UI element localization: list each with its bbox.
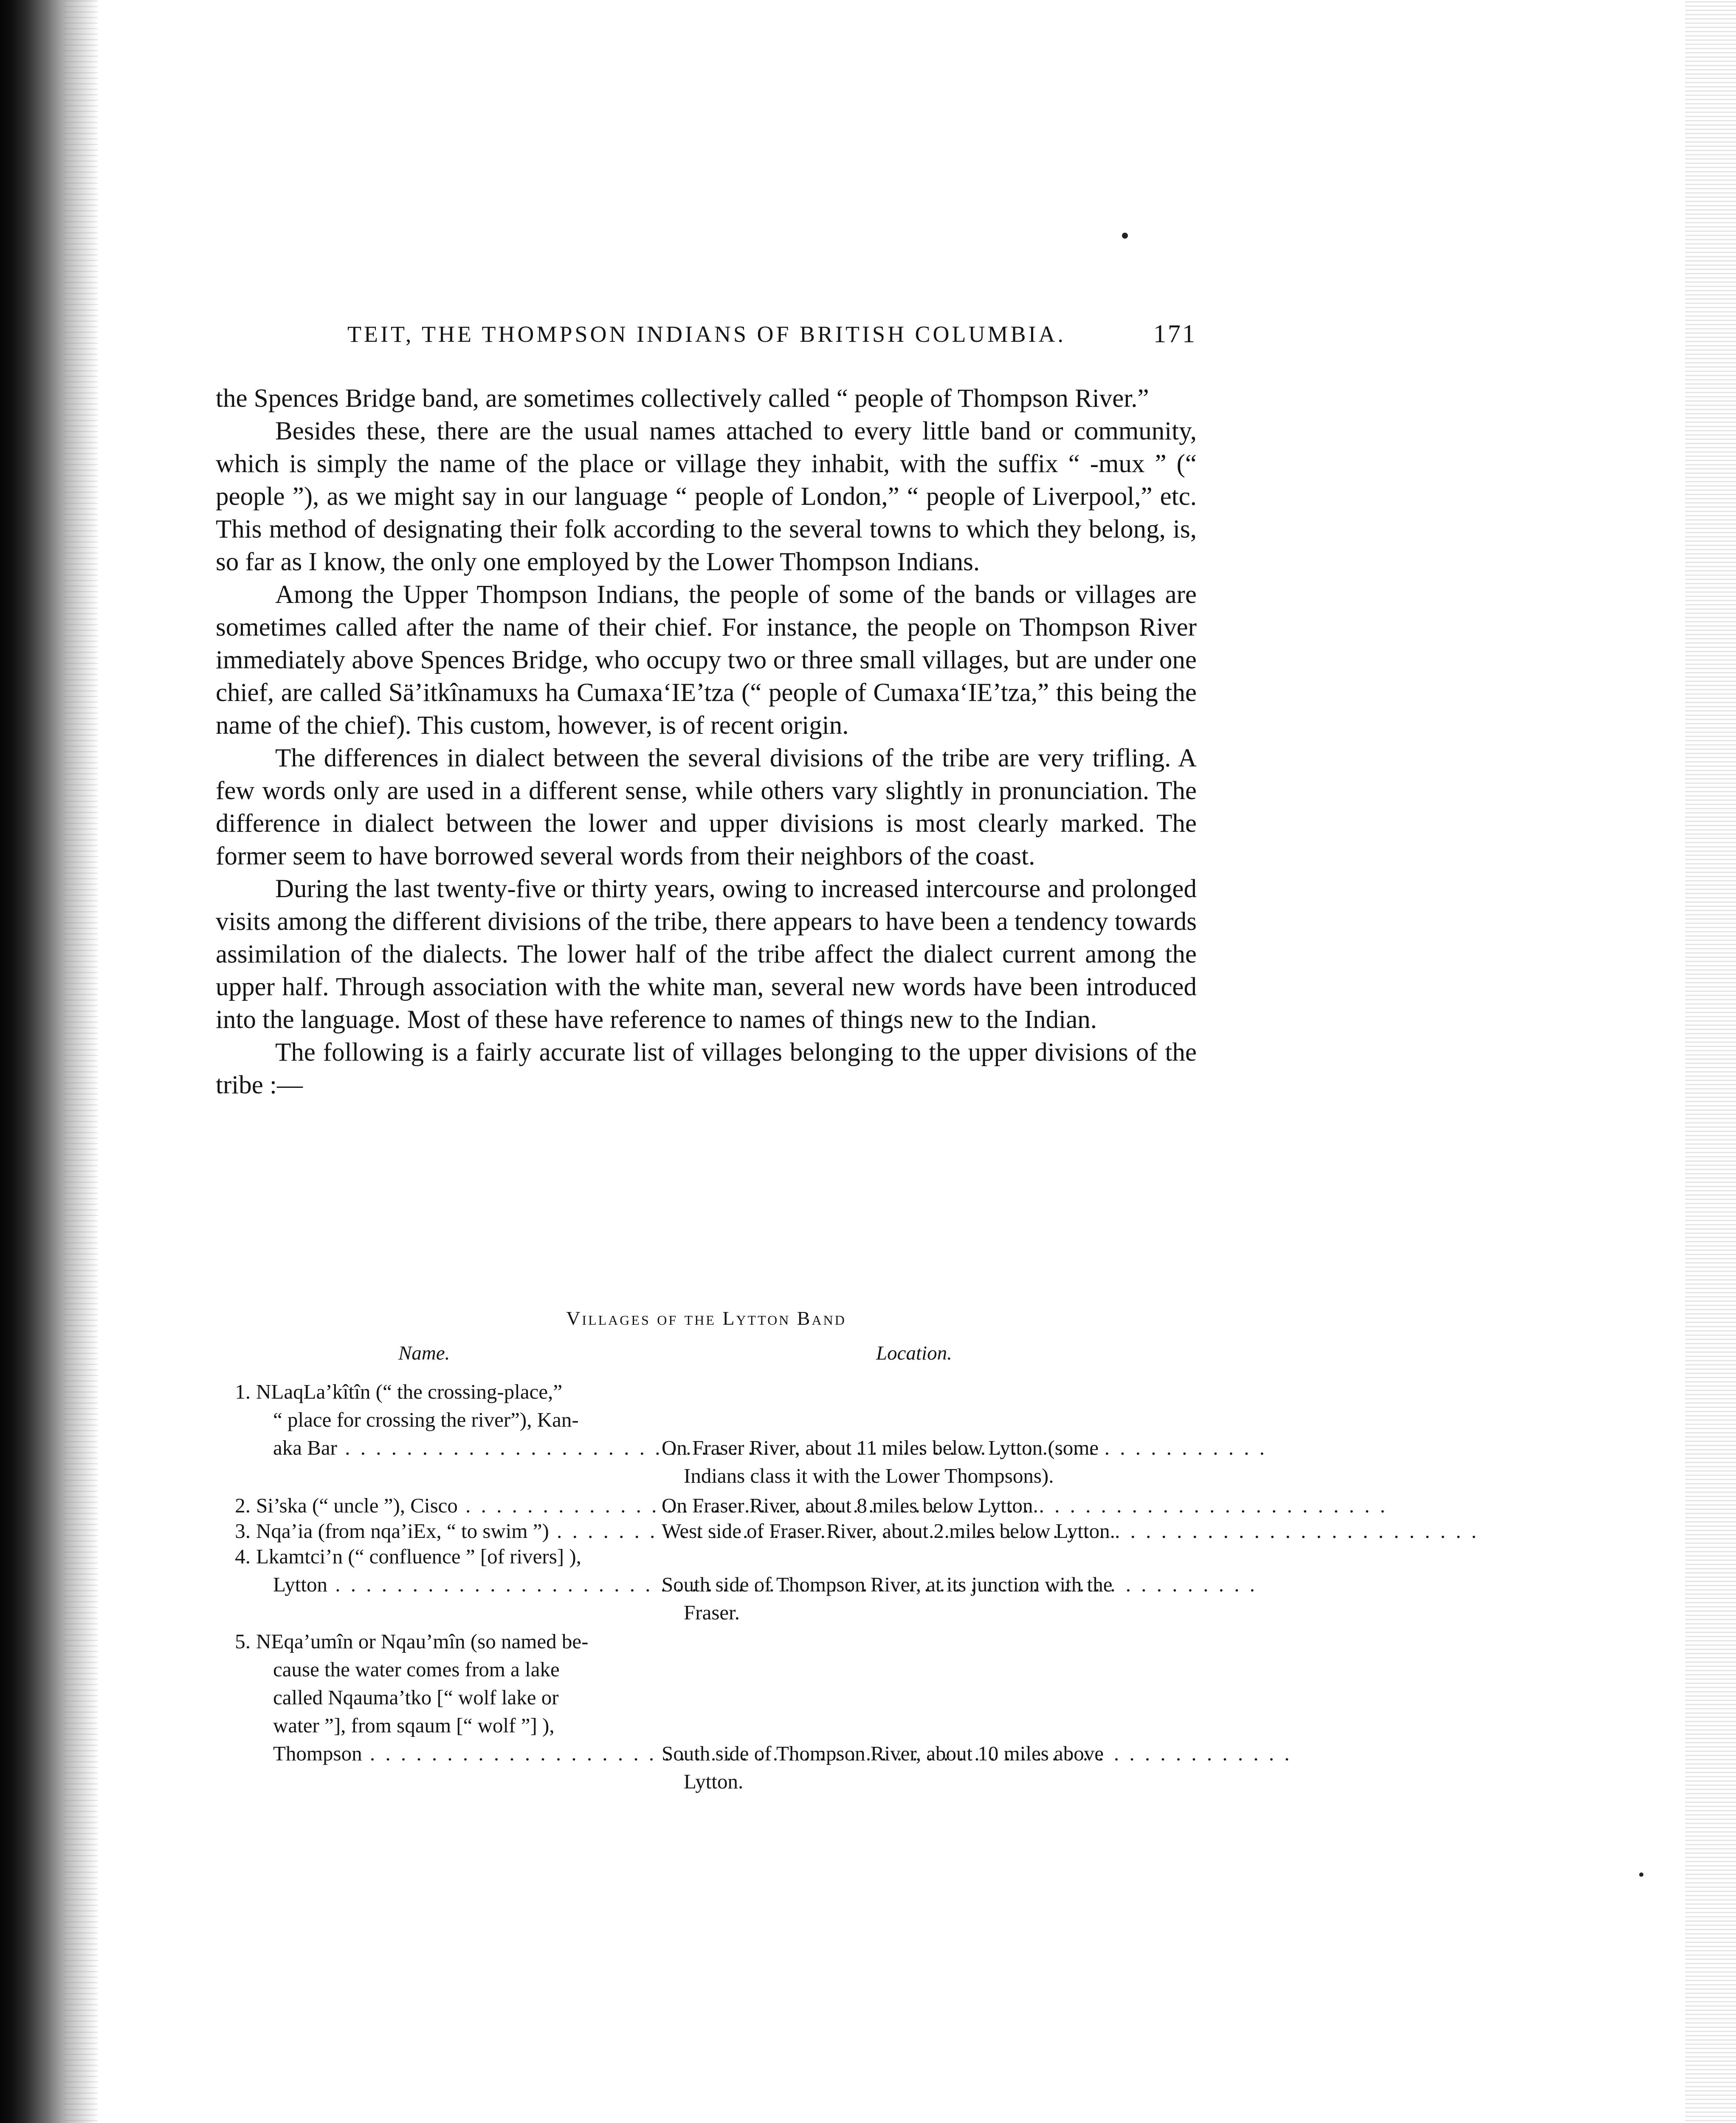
running-head	[216, 321, 1197, 351]
name-line: NEqa’umîn or Nqau’mîn (so named be-	[256, 1630, 589, 1653]
village-location	[662, 1740, 1197, 1796]
village-location	[662, 1434, 1197, 1490]
village-name	[256, 1492, 685, 1520]
location-line: Fraser.	[684, 1601, 740, 1624]
location-line: Lytton.	[684, 1770, 744, 1793]
village-entry	[216, 1627, 1197, 1806]
column-header-location: Location.	[876, 1342, 952, 1364]
name-line: NLaqLa’kîtîn (“ the crossing-place,”	[256, 1380, 563, 1403]
ink-speck	[1639, 1872, 1643, 1877]
name-line: Lkamtci’n (“ confluence ” [of rivers] ),	[256, 1545, 581, 1568]
village-name	[256, 1378, 685, 1462]
name-line: “ place for crossing the river”), Kan-	[273, 1408, 579, 1431]
name-line: Nqa’ia (from nqa’iEx, “ to swim ”) . . .	[256, 1517, 685, 1545]
village-name	[256, 1543, 685, 1599]
village-name	[256, 1627, 685, 1768]
village-entry	[216, 1492, 1197, 1517]
paragraph: Among the Upper Thompson Indians, the people of some of the bands or villages are sometimes called after the name of their chief. For instance, the people on Thompson River immediately above Spences Bridge, who occupy two or three small villages, but are under one chief, are called Sä’itkînamuxs ha CumaxaʻIE’tza (“ people of CumaxaʻIE’tza,” this being the name of the chief). This custom, however, is of recent origin.	[216, 580, 1197, 740]
paragraph: the Spences Bridge band, are sometimes collectively called “ people of Thompson River.”	[216, 384, 1149, 413]
paragraph: During the last twenty-five or thirty years, owing to increased intercourse and prolonged visits among the different divisions of the tribe, there appears to have been a tendency towards assimilation of the dialects. The lower half of the tribe affect the dialect current among the upper half. Through association with the white man, several new words have been introduced into the language. Most of these have reference to names of things new to the Indian.	[216, 875, 1197, 1034]
table-caption: Villages of the Lytton Band	[566, 1307, 846, 1329]
location-line: On Fraser River, about 11 miles below Lytton (some	[662, 1436, 1099, 1459]
name-line: Si’ska (“ uncle ”), Cisco . . .	[256, 1492, 685, 1520]
entry-number: 3.	[235, 1519, 251, 1543]
location-line: Indians class it with the Lower Thompsons).	[684, 1464, 1054, 1487]
name-line: Lytton . . .	[256, 1571, 685, 1599]
column-header-name: Name.	[398, 1342, 450, 1364]
scan-border-right	[1685, 0, 1736, 2123]
name-line: Thompson . . .	[256, 1740, 685, 1768]
name-line: aka Bar . . .	[256, 1434, 685, 1462]
name-line: water ”], from sqaum [“ wolf ”] ),	[273, 1714, 555, 1737]
location-line: South side of Thompson River, about 10 miles above	[662, 1742, 1104, 1765]
paragraph: Besides these, there are the usual names attached to every little band or community, which is simply the name of the place or village they inhabit, with the suffix “ -mux ” (“ people ”), as we might say in our language “ people of London,” “ people of Liverpool,” etc. This method of designating their folk according to the several towns to which they belong, is, so far as I know, the only one employed by the Lower Thompson Indians.	[216, 417, 1197, 576]
name-line: called Nqauma’tko [“ wolf lake or	[273, 1686, 559, 1709]
paragraph: The following is a fairly accurate list of villages belonging to the upper divisions of the tribe :—	[216, 1038, 1197, 1099]
entry-number: 2.	[235, 1494, 251, 1517]
village-entry	[216, 1543, 1197, 1627]
running-head-title: TEIT, THE THOMPSON INDIANS OF BRITISH COLUMBIA.	[347, 321, 1066, 347]
village-entry	[216, 1517, 1197, 1543]
entry-number: 4.	[235, 1545, 251, 1568]
entry-number: 5.	[235, 1630, 251, 1653]
village-list	[216, 1378, 1197, 1806]
ink-speck	[1122, 233, 1128, 239]
location-line: South side of Thompson River, at its junction with the	[662, 1573, 1113, 1596]
page-number: 171	[1153, 320, 1197, 348]
name-line: cause the water comes from a lake	[273, 1658, 560, 1681]
body-text	[216, 382, 1197, 1101]
scan-border-left	[0, 0, 98, 2123]
village-location	[662, 1517, 1197, 1545]
village-entry	[216, 1378, 1197, 1492]
village-location	[662, 1571, 1197, 1627]
table-header	[216, 1342, 1197, 1371]
entry-number: 1.	[235, 1380, 251, 1403]
village-location	[662, 1492, 1197, 1520]
paragraph: The differences in dialect between the several divisions of the tribe are very trifling. A few words only are used in a different sense, while others vary slightly in pronunciation. The difference in dialect between the lower and upper divisions is most clearly marked. The former seem to have borrowed several words from their neighbors of the coast.	[216, 744, 1197, 870]
location-line: West side of Fraser River, about 2 miles below Lytton.	[662, 1519, 1115, 1543]
location-line: On Fraser River, about 8 miles below Lytton.	[662, 1494, 1038, 1517]
village-name	[256, 1517, 685, 1545]
